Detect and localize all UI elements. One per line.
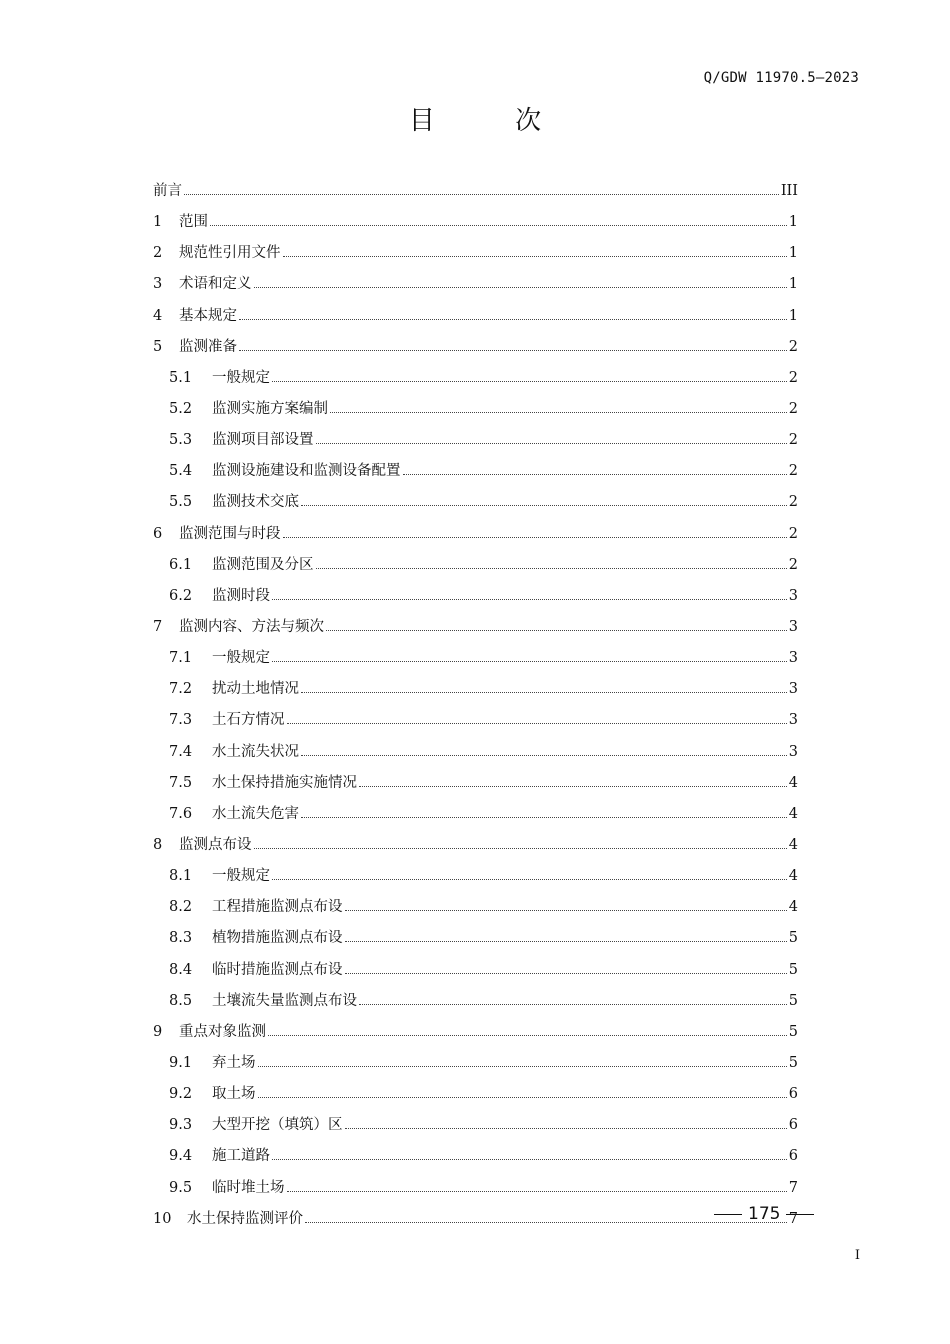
toc-entry-label: 基本规定 xyxy=(179,307,237,324)
toc-entry-page: 3 xyxy=(788,587,798,604)
toc-entry-number: 8.4 xyxy=(169,961,193,978)
toc-entry-number: 5 xyxy=(153,338,163,355)
toc-entry-page: 7 xyxy=(788,1179,798,1196)
toc-entry-label: 一般规定 xyxy=(212,369,270,386)
toc-entry-number: 9.4 xyxy=(169,1148,193,1165)
toc-entry-number: 3 xyxy=(153,276,163,293)
toc-entry[interactable] xyxy=(153,456,798,487)
dot-leader xyxy=(316,442,787,444)
toc-entry-page: 2 xyxy=(788,494,798,511)
toc-entry[interactable] xyxy=(153,799,798,830)
dot-leader xyxy=(272,380,787,382)
dot-leader xyxy=(359,785,787,787)
dot-leader xyxy=(345,1127,787,1129)
dot-leader xyxy=(239,318,787,320)
toc-entry-label: 大型开挖（填筑）区 xyxy=(212,1117,343,1134)
toc-entry-label: 术语和定义 xyxy=(179,276,252,293)
toc-entry-label: 监测实施方案编制 xyxy=(212,400,328,417)
toc-entry-label: 监测点布设 xyxy=(179,836,252,853)
toc-entry-page: 4 xyxy=(788,805,798,822)
toc-entry[interactable] xyxy=(153,1110,798,1141)
toc-entry[interactable] xyxy=(153,207,798,238)
toc-entry-number: 7.1 xyxy=(169,650,193,667)
toc-entry[interactable] xyxy=(153,923,798,954)
toc-entry-page: 1 xyxy=(788,245,798,262)
toc-entry[interactable] xyxy=(153,955,798,986)
toc-entry-page: 6 xyxy=(788,1148,798,1165)
toc-entry-number: 5.1 xyxy=(169,369,193,386)
toc-entry-label: 水土保持措施实施情况 xyxy=(212,774,357,791)
toc-entry-page: III xyxy=(780,183,798,199)
dot-leader xyxy=(301,816,787,818)
toc-entry[interactable] xyxy=(153,269,798,300)
dot-leader xyxy=(283,536,787,538)
toc-entry-page: 4 xyxy=(788,836,798,853)
toc-entry-label: 弃土场 xyxy=(212,1054,256,1071)
toc-entry-label: 施工道路 xyxy=(212,1148,270,1165)
toc-entry-page: 3 xyxy=(788,681,798,698)
dot-leader xyxy=(283,255,787,257)
toc-entry-number: 4 xyxy=(153,307,163,324)
toc-entry-page: 1 xyxy=(788,276,798,293)
dot-leader xyxy=(345,972,787,974)
standard-code: Q/GDW 11970.5—2023 xyxy=(703,70,859,86)
toc-entry[interactable] xyxy=(153,1017,798,1048)
dot-leader xyxy=(258,1096,787,1098)
table-of-contents xyxy=(153,176,798,1235)
toc-entry-label: 水土保持监测评价 xyxy=(187,1210,303,1227)
toc-entry-page: 3 xyxy=(788,712,798,729)
toc-entry[interactable] xyxy=(153,1173,798,1204)
toc-entry-label: 土石方情况 xyxy=(212,712,285,729)
toc-entry-label: 规范性引用文件 xyxy=(179,245,281,262)
toc-entry[interactable] xyxy=(153,425,798,456)
toc-entry-page: 2 xyxy=(788,432,798,449)
dot-leader xyxy=(210,224,787,226)
roman-page-number: I xyxy=(854,1248,860,1263)
toc-entry-label: 水土流失状况 xyxy=(212,743,299,760)
dot-leader xyxy=(301,504,787,506)
toc-entry[interactable] xyxy=(153,737,798,768)
toc-entry[interactable] xyxy=(153,1048,798,1079)
toc-entry[interactable] xyxy=(153,986,798,1017)
toc-entry[interactable] xyxy=(153,830,798,861)
toc-entry-label: 监测设施建设和监测设备配置 xyxy=(212,463,401,480)
toc-entry-label: 监测项目部设置 xyxy=(212,432,314,449)
toc-entry-label: 土壤流失量监测点布设 xyxy=(212,992,357,1009)
toc-entry-number: 2 xyxy=(153,245,163,262)
dot-leader xyxy=(184,193,779,195)
toc-entry-page: 3 xyxy=(788,650,798,667)
toc-entry-page: 5 xyxy=(788,1054,798,1071)
dot-leader xyxy=(272,598,787,600)
toc-entry-number: 7.4 xyxy=(169,743,193,760)
toc-entry-label: 监测技术交底 xyxy=(212,494,299,511)
toc-entry-page: 6 xyxy=(788,1117,798,1134)
toc-entry-label: 监测内容、方法与频次 xyxy=(179,618,324,635)
toc-entry-number: 8.5 xyxy=(169,992,193,1009)
toc-entry-page: 6 xyxy=(788,1086,798,1103)
toc-entry[interactable] xyxy=(153,1204,798,1235)
toc-entry-label: 取土场 xyxy=(212,1086,256,1103)
dot-leader xyxy=(287,722,787,724)
dot-leader xyxy=(272,878,787,880)
toc-entry-label: 一般规定 xyxy=(212,868,270,885)
dot-leader xyxy=(359,1003,787,1005)
dot-leader xyxy=(239,349,787,351)
toc-entry[interactable] xyxy=(153,363,798,394)
toc-entry-number: 6 xyxy=(153,525,163,542)
toc-entry-page: 2 xyxy=(788,369,798,386)
toc-entry-page: 2 xyxy=(788,463,798,480)
toc-entry[interactable] xyxy=(153,705,798,736)
toc-entry-number: 5.4 xyxy=(169,463,193,480)
toc-entry-page: 5 xyxy=(788,992,798,1009)
toc-entry-page: 5 xyxy=(788,961,798,978)
dot-leader xyxy=(316,567,787,569)
toc-entry-number: 10 xyxy=(153,1210,172,1227)
toc-entry[interactable] xyxy=(153,1079,798,1110)
toc-entry[interactable] xyxy=(153,487,798,518)
toc-entry-number: 9.1 xyxy=(169,1054,193,1071)
toc-entry-label: 重点对象监测 xyxy=(179,1023,266,1040)
dot-leader xyxy=(330,411,787,413)
toc-entry[interactable] xyxy=(153,394,798,425)
toc-entry-page: 4 xyxy=(788,899,798,916)
toc-entry-number: 9.5 xyxy=(169,1179,193,1196)
page-title: 目 次 xyxy=(408,106,578,136)
dot-leader xyxy=(326,629,787,631)
toc-entry-page: 1 xyxy=(788,214,798,231)
toc-entry[interactable] xyxy=(153,892,798,923)
toc-entry-number: 7.3 xyxy=(169,712,193,729)
toc-entry[interactable] xyxy=(153,674,798,705)
dot-leader xyxy=(301,691,787,693)
toc-entry[interactable] xyxy=(153,519,798,550)
dot-leader xyxy=(345,940,787,942)
toc-entry[interactable] xyxy=(153,301,798,332)
toc-entry-number: 7.2 xyxy=(169,681,193,698)
toc-entry-label: 扰动土地情况 xyxy=(212,681,299,698)
toc-entry-label: 临时堆土场 xyxy=(212,1179,285,1196)
toc-entry-number: 9.3 xyxy=(169,1117,193,1134)
toc-entry[interactable] xyxy=(153,238,798,269)
toc-entry-page: 2 xyxy=(788,556,798,573)
toc-entry-number: 8 xyxy=(153,836,163,853)
toc-entry-number: 5.2 xyxy=(169,400,193,417)
toc-entry[interactable] xyxy=(153,176,798,207)
toc-entry-label: 临时措施监测点布设 xyxy=(212,961,343,978)
dot-leader xyxy=(301,754,787,756)
toc-entry-page: 5 xyxy=(788,930,798,947)
dot-leader xyxy=(272,660,787,662)
toc-entry-number: 5.5 xyxy=(169,494,193,511)
toc-entry[interactable] xyxy=(153,861,798,892)
toc-entry-page: 7 xyxy=(788,1210,798,1227)
toc-entry-number: 7.6 xyxy=(169,805,193,822)
toc-entry-label: 监测范围与时段 xyxy=(179,525,281,542)
toc-entry[interactable] xyxy=(153,612,798,643)
toc-entry-page: 3 xyxy=(788,618,798,635)
toc-entry-page: 1 xyxy=(788,307,798,324)
toc-entry-page: 5 xyxy=(788,1023,798,1040)
toc-entry-label: 监测时段 xyxy=(212,587,270,604)
page-stamp xyxy=(708,1204,820,1224)
toc-entry-label: 植物措施监测点布设 xyxy=(212,930,343,947)
toc-entry[interactable] xyxy=(153,332,798,363)
dot-leader xyxy=(258,1065,787,1067)
toc-entry-label: 工程措施监测点布设 xyxy=(212,899,343,916)
toc-entry-page: 2 xyxy=(788,400,798,417)
toc-entry-number: 8.3 xyxy=(169,930,193,947)
toc-entry-number: 6.2 xyxy=(169,587,193,604)
toc-entry-page: 2 xyxy=(788,338,798,355)
toc-entry-number: 7 xyxy=(153,618,163,635)
page-stamp-number: 175 xyxy=(748,1204,781,1224)
toc-entry-number: 5.3 xyxy=(169,432,193,449)
toc-entry-label: 前言 xyxy=(153,183,182,199)
toc-entry[interactable] xyxy=(153,1141,798,1172)
toc-entry-label: 一般规定 xyxy=(212,650,270,667)
toc-entry-page: 3 xyxy=(788,743,798,760)
dash-right xyxy=(786,1214,814,1215)
toc-entry-label: 监测准备 xyxy=(179,338,237,355)
dot-leader xyxy=(254,847,787,849)
toc-entry-number: 6.1 xyxy=(169,556,193,573)
toc-entry[interactable] xyxy=(153,768,798,799)
toc-entry-number: 9.2 xyxy=(169,1086,193,1103)
toc-entry-page: 4 xyxy=(788,774,798,791)
dash-left xyxy=(714,1214,742,1215)
toc-entry-number: 8.1 xyxy=(169,868,193,885)
toc-entry-number: 1 xyxy=(153,214,163,231)
toc-entry[interactable] xyxy=(153,643,798,674)
toc-entry-label: 范围 xyxy=(179,214,208,231)
toc-entry-number: 8.2 xyxy=(169,899,193,916)
toc-entry[interactable] xyxy=(153,581,798,612)
toc-entry-number: 9 xyxy=(153,1023,163,1040)
toc-entry-label: 水土流失危害 xyxy=(212,805,299,822)
dot-leader xyxy=(254,286,787,288)
toc-entry-number: 7.5 xyxy=(169,774,193,791)
toc-entry-page: 2 xyxy=(788,525,798,542)
dot-leader xyxy=(272,1158,787,1160)
dot-leader xyxy=(268,1034,787,1036)
toc-entry-label: 监测范围及分区 xyxy=(212,556,314,573)
toc-entry[interactable] xyxy=(153,550,798,581)
toc-entry-page: 4 xyxy=(788,868,798,885)
dot-leader xyxy=(345,909,787,911)
dot-leader xyxy=(403,473,787,475)
dot-leader xyxy=(287,1190,787,1192)
